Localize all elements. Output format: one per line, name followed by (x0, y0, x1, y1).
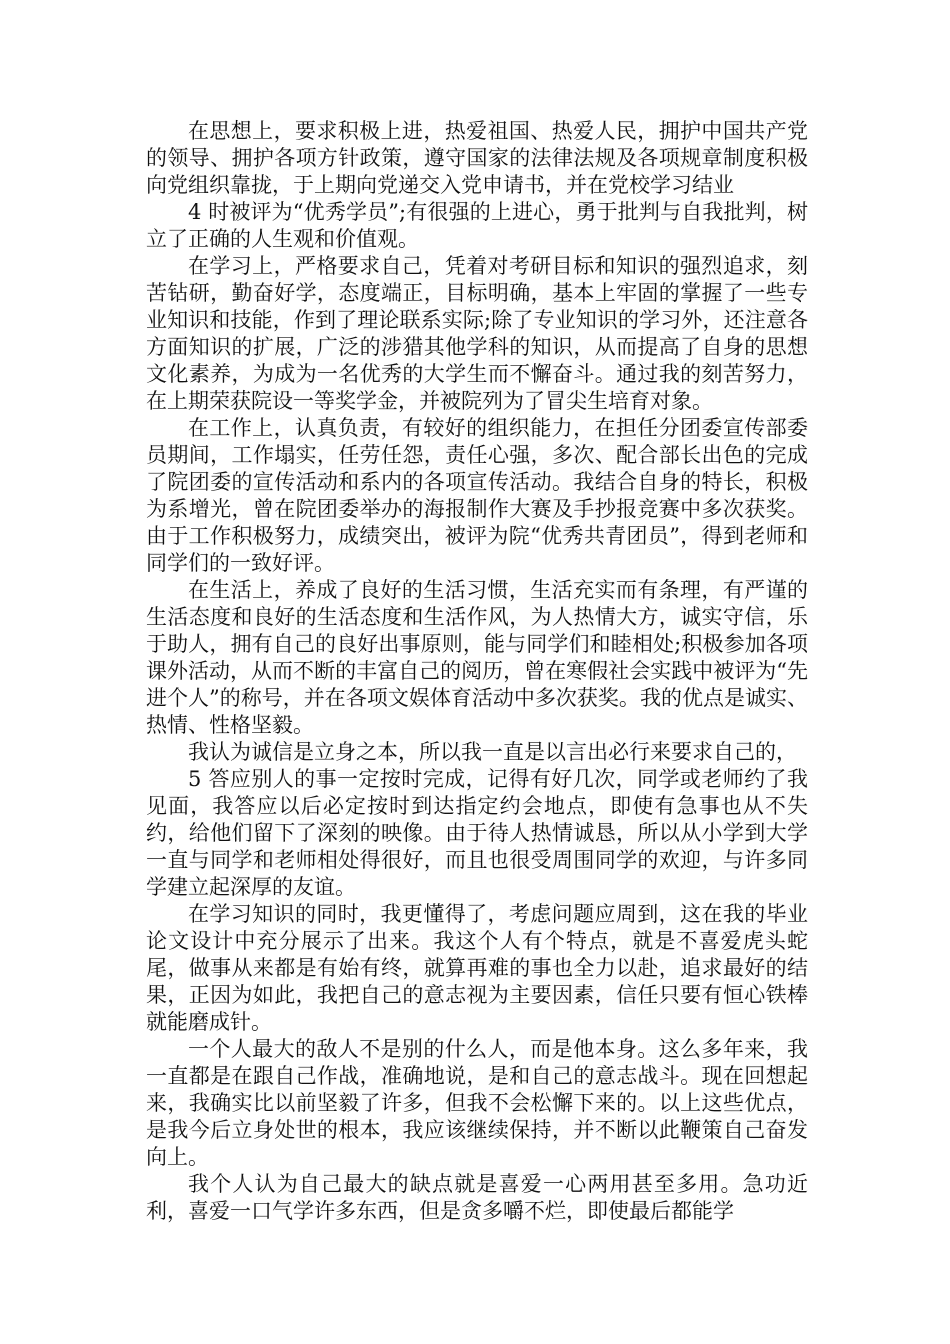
paragraph-work: 在工作上，认真负责，有较好的组织能力，在担任分团委宣传部委员期间，工作塌实，任劳任怨，责任心强，多次、配合部长出色的完成了院团委的宣传活动和系内的各项宣传活动。我结合自身的特长，积极为系增光，曾在院团委举办的海报制作大赛及手抄报竞赛中多次获奖。由于工作积极努力，成绩突出，被评为院“优秀共青团员”，得到老师和同学们的一致好评。 (146, 416, 808, 575)
paragraph-outstanding-student: 4 时被评为“优秀学员”;有很强的上进心，勇于批判与自我批判，树立了正确的人生观和价值观。 (146, 200, 808, 251)
paragraph-shortcomings: 我个人认为自己最大的缺点就是喜爱一心两用甚至多用。急功近利，喜爱一口气学许多东西，但是贪多嚼不烂，即使最后都能学 (146, 1172, 808, 1223)
paragraph-knowledge: 在学习知识的同时，我更懂得了，考虑问题应周到，这在我的毕业论文设计中充分展示了出来。我这个人有个特点，就是不喜爱虎头蛇尾，做事从来都是有始有终，就算再难的事也全力以赴，追求最好的结果，正因为如此，我把自己的意志视为主要因素，信任只要有恒心铁棒就能磨成针。 (146, 902, 808, 1034)
paragraph-promises: 5 答应别人的事一定按时完成，记得有好几次，同学或老师约了我见面，我答应以后必定按时到达指定约会地点，即使有急事也从不失约，给他们留下了深刻的映像。由于待人热情诚恳，所以从小学到大学一直与同学和老师相处得很好，而且也很受周围同学的欢迎，与许多同学建立起深厚的友谊。 (146, 767, 808, 899)
paragraph-study: 在学习上，严格要求自己，凭着对考研目标和知识的强烈追求，刻苦钻研，勤奋好学，态度端正，目标明确，基本上牢固的掌握了一些专业知识和技能，作到了理论联系实际;除了专业知识的学习外，还注意各方面知识的扩展，广泛的涉猎其他学科的知识，从而提高了自身的思想文化素养，为成为一名优秀的大学生而不懈奋斗。通过我的刻苦努力，在上期荣获院设一等奖学金，并被院列为了冒尖生培育对象。 (146, 254, 808, 413)
paragraph-ideology: 在思想上，要求积极上进，热爱祖国、热爱人民，拥护中国共产党的领导、拥护各项方针政策，遵守国家的法律法规及各项规章制度积极向党组织靠拢，于上期向党递交入党申请书，并在党校学习结业 (146, 119, 808, 197)
document-body (146, 118, 808, 1225)
paragraph-integrity: 我认为诚信是立身之本，所以我一直是以言出必行来要求自己的， (188, 740, 797, 764)
paragraph-willpower: 一个人最大的敌人不是别的什么人，而是他本身。这么多年来，我一直都是在跟自己作战，准确地说，是和自己的意志战斗。现在回想起来，我确实比以前坚毅了许多，但我不会松懈下来的。以上这些优点，是我今后立身处世的根本，我应该继续保持，并不断以此鞭策自己奋发向上。 (146, 1037, 808, 1169)
paragraph-life: 在生活上，养成了良好的生活习惯，生活充实而有条理，有严谨的生活态度和良好的生活态度和生活作风，为人热情大方，诚实守信，乐于助人，拥有自己的良好出事原则，能与同学们和睦相处;积极参加各项课外活动，从而不断的丰富自己的阅历，曾在寒假社会实践中被评为“先进个人”的称号，并在各项文娱体育活动中多次获奖。我的优点是诚实、热情、性格坚毅。 (146, 578, 808, 737)
